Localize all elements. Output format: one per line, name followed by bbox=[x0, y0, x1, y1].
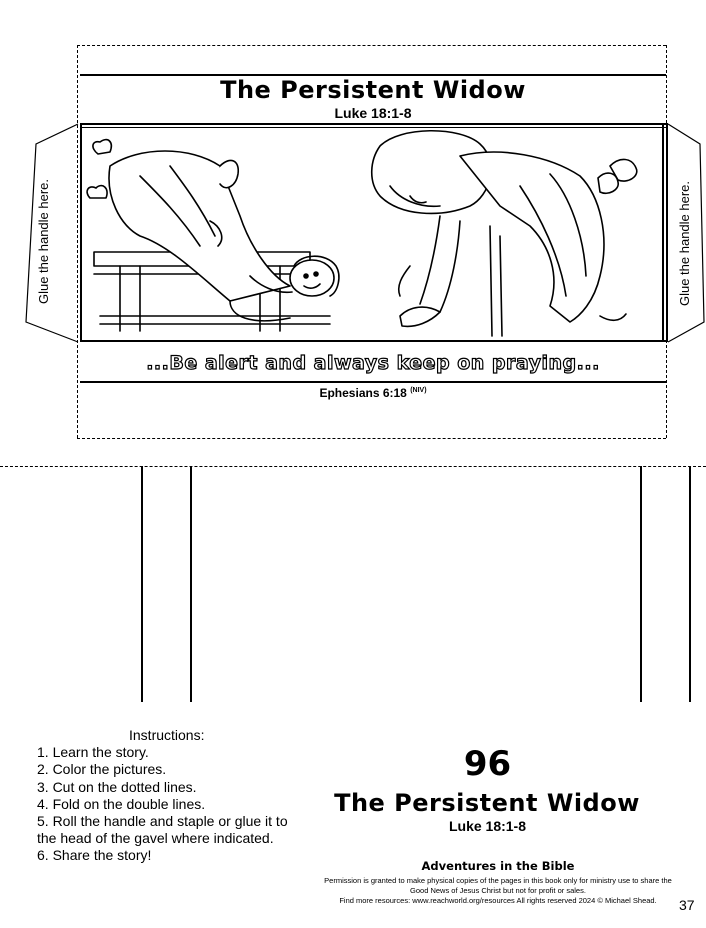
lesson-reference: Luke 18:1-8 bbox=[448, 818, 527, 834]
memory-verse: ...Be alert and always keep on praying... bbox=[146, 352, 600, 374]
judge-figure bbox=[87, 140, 339, 331]
widow-figure bbox=[372, 131, 637, 336]
verse-reference: Ephesians 6:18 bbox=[319, 386, 407, 400]
left-glue-tab bbox=[24, 122, 80, 344]
lesson-number: 96 bbox=[463, 744, 512, 784]
verse-version: (NIV) bbox=[410, 387, 427, 394]
instructions bbox=[37, 727, 288, 865]
story-illustration bbox=[80, 126, 662, 340]
instruction-step: the head of the gavel where indicated. bbox=[37, 830, 274, 847]
handle-cut-line bbox=[0, 466, 706, 467]
instruction-step: 1. Learn the story. bbox=[37, 744, 149, 761]
lesson-title: The Persistent Widow bbox=[334, 789, 640, 817]
instruction-step: 4. Fold on the double lines. bbox=[37, 795, 206, 812]
permission-line-1: Permission is granted to make physical copies of the pages in this book only for ministry use to share the bbox=[324, 876, 672, 885]
series-title: Adventures in the Bible bbox=[421, 859, 575, 873]
verse-reference-line bbox=[80, 386, 666, 400]
banner-title: The Persistent Widow bbox=[220, 76, 526, 104]
instruction-step: 6. Share the story! bbox=[37, 847, 152, 864]
fold-line-bottom bbox=[80, 381, 666, 383]
instruction-step: 2. Color the pictures. bbox=[37, 761, 167, 778]
permission-line-2: Good News of Jesus Christ but not for profit or sales. bbox=[410, 886, 586, 895]
instructions-heading: Instructions: bbox=[129, 727, 205, 743]
right-glue-label: Glue the handle here. bbox=[677, 180, 693, 307]
banner-reference: Luke 18:1-8 bbox=[334, 105, 412, 121]
resources-line: Find more resources: www.reachworld.org/resources All rights reserved 2024 © Michael Shead. bbox=[339, 896, 657, 905]
page-number: 37 bbox=[679, 897, 695, 913]
instruction-step: 5. Roll the handle and staple or glue it to bbox=[37, 813, 288, 830]
left-glue-label: Glue the handle here. bbox=[36, 178, 52, 305]
instruction-step: 3. Cut on the dotted lines. bbox=[37, 778, 197, 795]
